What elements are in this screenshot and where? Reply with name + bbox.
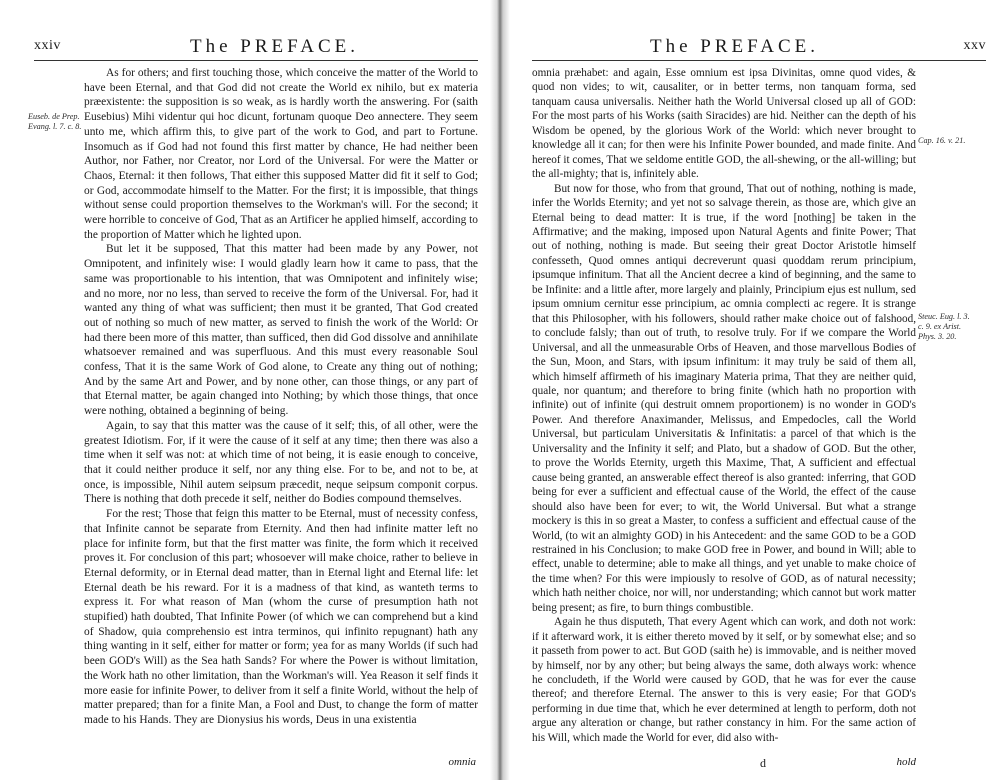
catchword: omnia xyxy=(448,756,476,768)
catchword: hold xyxy=(896,756,916,768)
running-head: The PREFACE. xyxy=(650,36,820,57)
margin-note: Steuc. Eug. l. 3. c. 9. ex Arist. Phys. 3. 20. xyxy=(918,312,970,341)
body-text xyxy=(532,66,916,745)
paragraph: For the rest; Those that feign this matter to be Eternal, must of necessity confess, that Infinite cannot be separate from Eternity. And then had infinite matter left no place for infinite form, but that the first matter was finite, the form which it received proves it. For conclusion of this part; whosoever will make choice, rather to believe in Eternal deformity, or in Eternal dead matter, than in Eternal light and Eternal life: let Eternal death be his reward. For it is a madness of that kind, as wanteth terms to express it. For what reason of Man (whom the curse of presumption hath not stupified) hath doubted, That Infinite Power (of which we can comprehend but a kind of Shadow, quia comprehensio est intra terminos, qui infinito repugnant) hath any thing wanting in it self, either for matter or form; yea for as many Worlds (if such had been GOD's Will) as the Sea hath Sands? For where the Power is without limitation, the Work hath no other limitation, than the Workman's will. Yea Reason it self finds it more easie for infinite Power, to deliver from it self a finite World, without the help of matter prepared; than for a finite Man, a Fool and Dust, to change the form of matter made to his Hands. They are Dionysius his words, Deus in una existentia xyxy=(84,508,478,726)
margin-note: Cap. 16. v. 21. xyxy=(918,136,966,145)
signature-mark: d xyxy=(760,756,766,770)
paragraph: But let it be supposed, That this matter had been made by any Power, not Omnipotent, and infinitely wise: I would gladly learn how it came to pass, that the same was proportionable to his intention, that was Omnipotent and infinitely wise; and no more, nor no less, than served to receive the form of the Universal. For, had it wanted any thing of what was sufficient; then must it be granted, That God created out of nothing so much of new matter, as served to finish the work of the World: Or had there been more of this matter, than sufficed, then did God dissolve and annihilate whatsoever remained and was superfluous. And this must every reasonable Soul confess, That it is the same Work of God alone, to Create any thing out of nothing; And by the same Art and Power, and by none other, can those things, or any part of that Eternal matter, be again changed into Nothing; by which those things, that once were nothing, obtained a beginning of being. xyxy=(84,243,478,418)
paragraph: But now for those, who from that ground, That out of nothing, nothing is made, infer the Worlds Eternity; and yet not so salvage therein, as those are, which give an Eternal being to dead matter: It is true, if the word [nothing] be taken in the Affirmative; and the making, imposed upon Natural Agents and finite Power; That out of nothing, nothing is made. But seeing their great Doctor Aristotle himself confesseth, Quod omnes antiqui decreverunt quasi quoddam rerum principium, ipsumque infinitum. That all the Ancient decree a kind of beginning, and the same to be Infinite: and a little after, more largely and plainly, Principium ejus est nullum, sed ipsum omnium cernitur esse principium, ac omnia complecti ac regere. It is strange that this Philosopher, with his followers, should rather make choice out of falshood, to conclude falsly; than out of truth, to resolve truly. For if we compare the World Universal, and all the unmeasurable Orbs of Heaven, and those marvellous Bodies of the Sun, Moon, and Stars, with ipsum infinitum: it may truly be said of them all, which himself affirmeth of his imaginary Materia prima, That they are neither quid, quale, nor quantum; and therefore to bring finite (which hath no proportion with infinite) out of infinite (qui destruit omnem proportionem) is no wonder in GOD's Power. And therefore Anaximander, Melissus, and Empedocles, call the World Universal, but particulam Universitatis & Infinitatis: a parcel of that which is the Universality and the Infinity it self; and Plato, but a shadow of GOD. But the other, to prove the Worlds Eternity, urgeth this Maxime, That, A sufficient and effectual cause being granted, an answerable effect thereof is also granted: inferring, that GOD being for ever a sufficient and effectual cause of the World, the effect of the cause should also have been for ever; to wit, the World Universal. But what a strange mockery is this in so great a Master, to confess a sufficient and effectual cause of the World, (to wit an almighty GOD) in his Antecedent: and the same GOD to be a GOD restrained in his Conclusion; to make GOD free in Power, and bound in Will; able to effect, unable to determine; able to make all things, and yet unable to make choice of the time when? For this were impiously to resolve of GOD, as of natural necessity; which hath neither choice, nor will, nor understanding; which cannot but work matter being present; as fire, to burn things combustible. xyxy=(532,182,916,614)
left-page xyxy=(0,0,490,780)
page-number: xxv xyxy=(963,38,986,53)
paragraph: Again, to say that this matter was the cause of it self; this, of all other, were the greatest Idiotism. For, if it were the cause of it self at any time; then there was also a time when it self was not: at which time of not being, it is easie enough to conceive, that it could neither produce it self, nor any thing else. For to be, and not to be, at once, is impossible, Nihil autem seipsum præcedit, neque seipsum componit corpus. There is nothing that doth precede it self, neither do Bodies compound themselves. xyxy=(84,419,478,506)
right-page xyxy=(510,0,1000,780)
paragraph: Again he thus disputeth, That every Agent which can work, and doth not work: if it afterward work, it is either thereto moved by it self, or by somewhat else; and so it passeth from power to act. But GOD (saith he) is immovable, and is neither moved by himself, nor by any other; but being always the same, doth always work: whence he concludeth, if the World were caused by GOD, that he was for ever the cause thereof; and therefore Eternal. The answer to this is very easie; For that GOD's performing in due time that, which he ever determined at length to perform, doth not argue any alteration or change, but rather constancy in him. For the same action of his Will, which made the World for ever, did also with- xyxy=(532,616,916,744)
header-rule xyxy=(34,60,478,61)
body-text xyxy=(84,66,478,728)
page-number: xxiv xyxy=(34,38,61,53)
margin-note: Euseb. de Prep. Evang. l. 7. c. 8. xyxy=(28,112,82,131)
paragraph: omnia præhabet: and again, Esse omnium est ipsa Divinitas, omne quod vides, & quod non vides; to wit, causaliter, or in better terms, non tanquam forma, sed tanquam causa universalis. Neither hath the World Universal closed up all of GOD: For the most parts of his Works (saith Siracides) are hid. Neither can the depth of his Wisdom be opened, by the glorious Work of the World: which never brought to knowledge all it can; for then were his Infinite Power bounded, and made finite. And hereof it comes, That we seldome entitle GOD, the all-shewing, or the all-willing; but the all-mighty; that is, infinitely able. xyxy=(532,67,916,181)
right-page-header xyxy=(510,36,1000,58)
running-head: The PREFACE. xyxy=(190,36,360,57)
book-gutter xyxy=(490,0,510,780)
left-page-header xyxy=(0,36,490,58)
header-rule xyxy=(532,60,986,61)
paragraph: As for others; and first touching those, which conceive the matter of the World to have been Eternal, and that God did not create the World ex nihilo, but ex materia præexistente: the supposition is so weak, as is hardly worth the answering. For (saith Eusebius) Mihi videntur qui hoc dicunt, fortunam quoque Deo annectere. They seem unto me, which affirm this, to give part of the work to God, and part to Fortune. Insomuch as if God had not found this first matter by chance, He had neither been Author, nor Father, nor Creator, nor Lord of the Universal. For were the Matter or Chaos, Eternal: it then follows, That either this supposed Matter did fit it self to God; or God, accommodate himself to the Matter. For the first; it is impossible, that things without sense could proportion themselves to the Workman's will. For the second; it were horrible to conceive of God, That as an Artificer he applied himself, according to the proportion of Matter which he lighted upon. xyxy=(84,67,478,241)
